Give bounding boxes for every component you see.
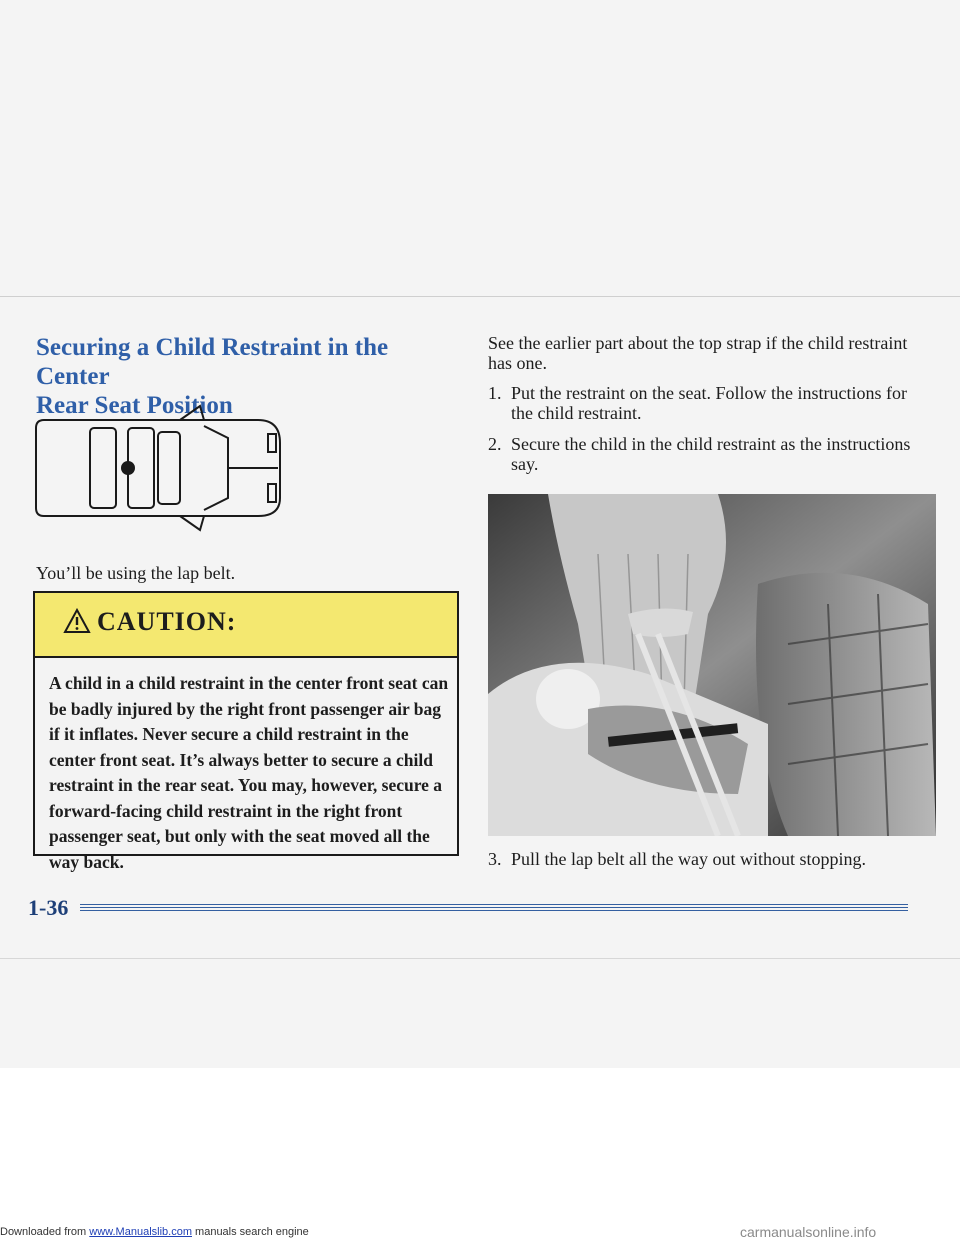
- hands: [628, 608, 693, 637]
- download-attribution: [0, 1226, 309, 1238]
- vehicle-seat-diagram: [28, 398, 298, 538]
- caution-box: [33, 591, 459, 872]
- front-door-bottom: [180, 516, 204, 530]
- step-2-text: Secure the child in the child restraint as the instructions say.: [511, 434, 911, 474]
- mirror-top: [268, 434, 276, 452]
- manualslib-link[interactable]: www.Manualslib.com: [89, 1226, 192, 1238]
- child-restraint-photo: [488, 494, 936, 836]
- download-suffix: manuals search engine: [191, 1226, 309, 1238]
- caution-label: CAUTION:: [97, 607, 237, 636]
- lap-belt-text: You’ll be using the lap belt.: [36, 563, 236, 583]
- section-title-line1: Securing a Child Restraint in the Center: [36, 334, 389, 390]
- step-1-number: 1.: [488, 383, 502, 403]
- step-3-number: 3.: [488, 849, 502, 869]
- caution-body: A child in a child restraint in the center front seat can be badly injured by the right front passenger air bag if it inflates. Never secure a child restraint in the center front seat. It’s always better to secure a child restraint in the rear seat. You may, however, secure a forward-facing child restraint in the right front passenger seat, but only with the seat moved all the way back.: [49, 673, 449, 872]
- step-1-text: Put the restraint on the seat. Follow the instructions for the child restraint.: [511, 383, 907, 423]
- page-number: 1-36: [28, 895, 69, 920]
- seat-back: [756, 573, 936, 836]
- front-seat: [158, 432, 180, 504]
- windshield: [204, 426, 228, 510]
- footer-rule-1: [80, 904, 908, 905]
- intro-paragraph: See the earlier part about the top strap if the child restraint has one.: [488, 333, 908, 373]
- warning-triangle-icon: [63, 608, 91, 634]
- step-2-number: 2.: [488, 434, 502, 454]
- front-door-top: [180, 406, 204, 420]
- caution-header: [35, 593, 457, 658]
- section-title-line2: Rear Seat Position: [36, 392, 233, 419]
- rear-seat-left: [90, 428, 116, 508]
- bottom-divider: [0, 958, 960, 959]
- top-divider: [0, 296, 960, 297]
- step-3-text: Pull the lap belt all the way out without stopping.: [511, 849, 866, 869]
- footer-rule-3: [80, 910, 908, 911]
- download-prefix: Downloaded from: [0, 1226, 90, 1238]
- mirror-bottom: [268, 484, 276, 502]
- center-rear-position-marker: [121, 461, 135, 475]
- site-watermark: carmanualsonline.info: [740, 1224, 877, 1240]
- footer-rule-2: [80, 907, 908, 908]
